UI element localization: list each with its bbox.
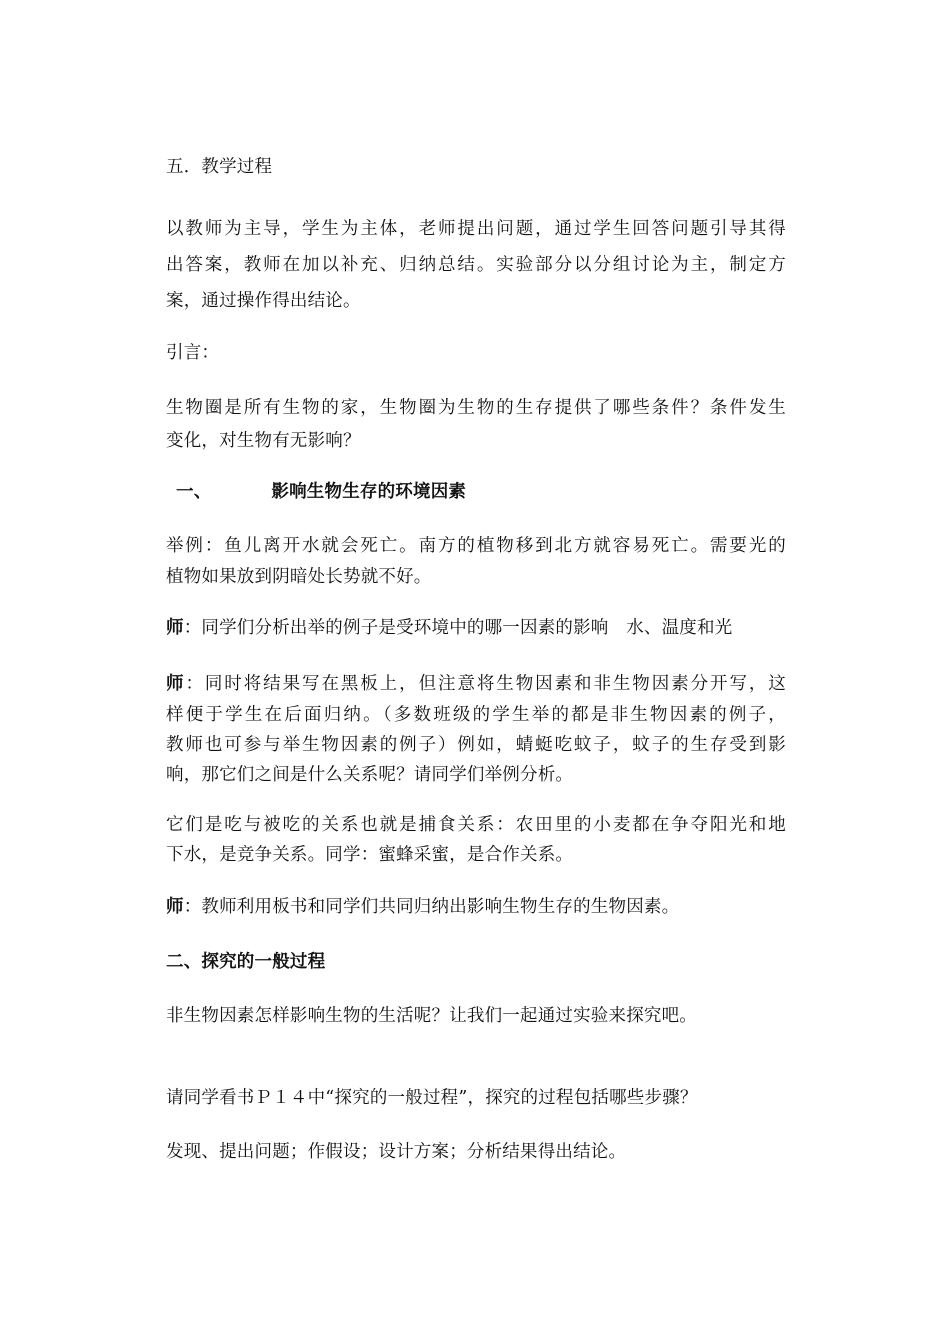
teacher-question-1-text: ：同学们分析出举的例子是受环境中的哪一因素的影响 水、温度和光 bbox=[183, 618, 733, 638]
teacher-label: 师 bbox=[166, 674, 186, 694]
teacher-question-2-text: ：同时将结果写在黑板上，但注意将生物因素和非生物因素分开写，这 bbox=[185, 674, 786, 694]
example-line-1: 举例：鱼儿离开水就会死亡。南方的植物移到北方就容易死亡。需要光的 bbox=[166, 536, 786, 556]
heading-one-number: 一、 bbox=[176, 482, 212, 502]
heading-one-title: 影响生物生存的环境因素 bbox=[271, 482, 467, 502]
intro-line-3: 案，通过操作得出结论。 bbox=[166, 291, 361, 311]
yinyan-line-2: 变化，对生物有无影响？ bbox=[166, 431, 361, 451]
yinyan-label: 引言： bbox=[166, 343, 220, 363]
intro-line-1: 以教师为主导，学生为主体，老师提出问题，通过学生回答问题引导其得 bbox=[166, 219, 786, 239]
book-question: 请同学看书Ｐ１４中“探究的一般过程”，探究的过程包括哪些步骤？ bbox=[166, 1088, 698, 1108]
teacher-question-2-line-2: 样便于学生在后面归纳。（多数班级的学生举的都是非生物因素的例子， bbox=[166, 705, 786, 725]
heading-one bbox=[176, 480, 466, 504]
teacher-question-2-line-3: 教师也可参与举生物因素的例子）例如，蜻蜓吃蚊子，蚊子的生存受到影 bbox=[166, 735, 786, 755]
steps-answer: 发现、提出问题；作假设；设计方案；分析结果得出结论。 bbox=[166, 1142, 627, 1162]
heading-two: 二、探究的一般过程 bbox=[166, 952, 326, 972]
relation-line-1: 它们是吃与被吃的关系也就是捕食关系：农田里的小麦都在争夺阳光和地 bbox=[166, 815, 786, 835]
teacher-question-1 bbox=[166, 616, 732, 640]
explore-intro: 非生物因素怎样影响生物的生活呢？让我们一起通过实验来探究吧。 bbox=[166, 1006, 697, 1026]
example-line-2: 植物如果放到阴暗处长势就不好。 bbox=[166, 567, 432, 587]
teacher-question-3-text: ：教师利用板书和同学们共同归纳出影响生物生存的生物因素。 bbox=[183, 897, 680, 917]
intro-line-2: 出答案，教师在加以补充、归纳总结。实验部分以分组讨论为主，制定方 bbox=[166, 255, 786, 275]
teacher-label: 师 bbox=[166, 618, 184, 638]
teacher-question-2-line-4: 响，那它们之间是什么关系呢？请同学们举例分析。 bbox=[166, 765, 574, 785]
teacher-label: 师 bbox=[166, 897, 184, 917]
teacher-question-2-line-1 bbox=[166, 672, 786, 696]
teacher-question-3 bbox=[166, 895, 679, 919]
section-title: 五．教学过程 bbox=[166, 157, 273, 177]
yinyan-line-1: 生物圈是所有生物的家，生物圈为生物的生存提供了哪些条件？条件发生 bbox=[166, 398, 786, 418]
relation-line-2: 下水，是竞争关系。同学：蜜蜂采蜜，是合作关系。 bbox=[166, 845, 574, 865]
